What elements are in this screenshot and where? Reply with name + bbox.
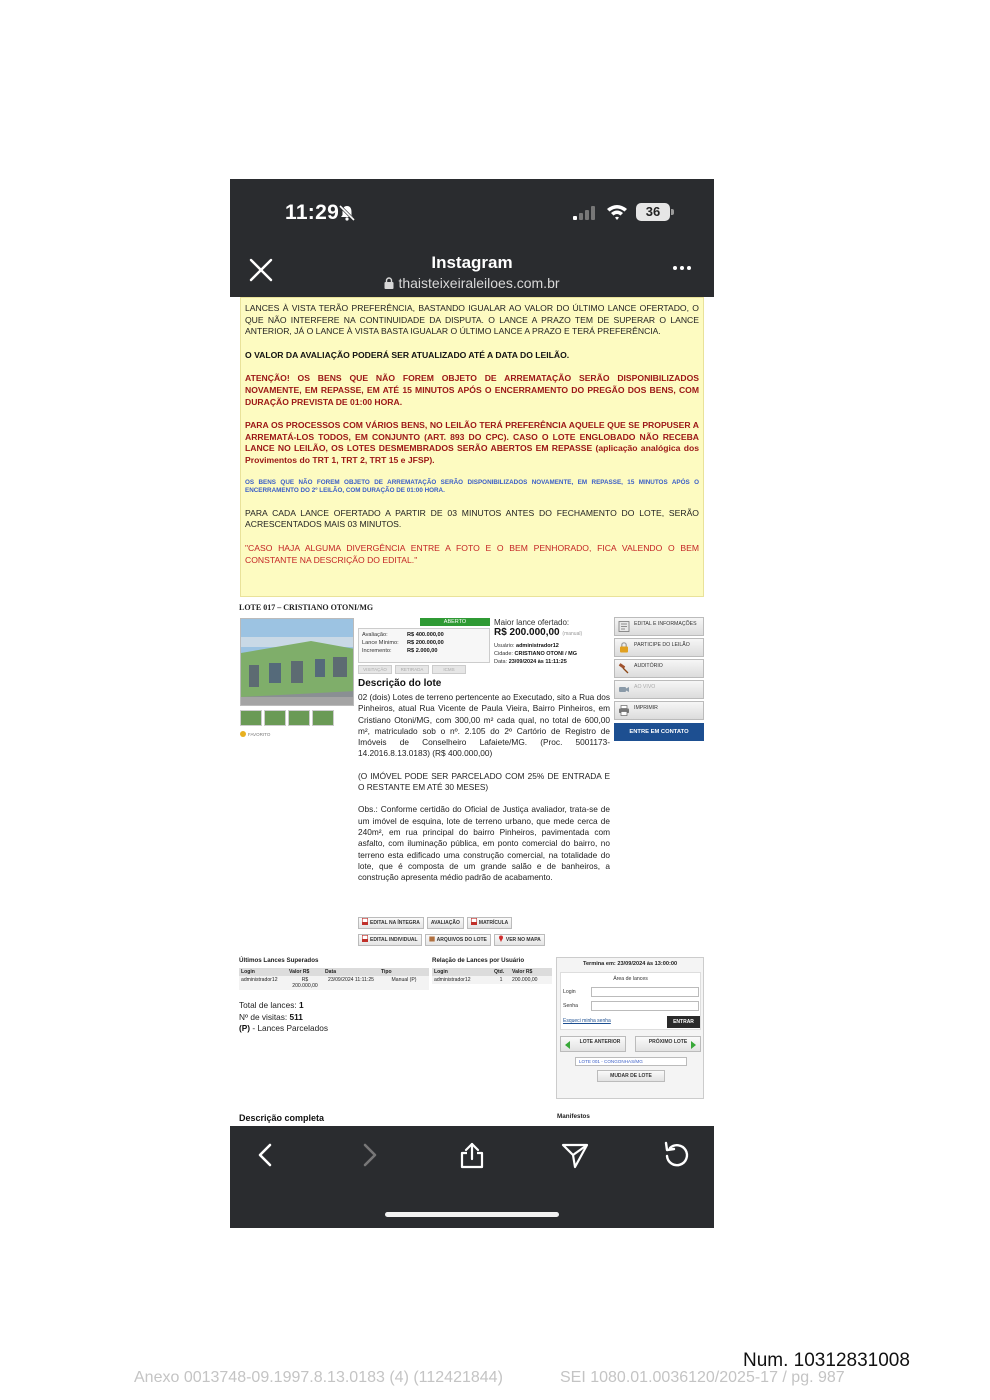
notice-paragraph: OS BENS QUE NÃO FOREM OBJETO DE ARREMATAÇÃO SERÃO DISPONIBILIZADOS NOVAMENTE, EM REPASSE, 15 MINUTOS APÓS O ENCERRAMENTO DO 2º LEILÃO, COM DURAÇÃO DE 01:00 HORA. xyxy=(245,478,699,495)
photo-thumbnails xyxy=(240,710,354,726)
favorite-label: FAVORITO xyxy=(248,732,271,737)
home-indicator xyxy=(385,1212,559,1217)
price-value: R$ 400.000,00 xyxy=(407,632,444,638)
full-description-heading: Descrição completa xyxy=(239,1113,325,1123)
camera-icon xyxy=(618,684,630,695)
bid-date-row xyxy=(494,658,614,666)
table-row xyxy=(432,976,552,984)
price-box xyxy=(358,628,490,663)
price-value: R$ 200.000,00 xyxy=(407,640,444,646)
highest-bid-value xyxy=(494,627,614,638)
more-options-icon[interactable] xyxy=(672,265,692,271)
table-cell: 23/09/2024 11:11:25 xyxy=(323,976,379,990)
notice-paragraph: PARA CADA LANCE OFERTADO A PARTIR DE 03 MINUTOS ANTES DO FECHAMENTO DO LOTE, SERÃO ACRESCENTADOS MAIS 03 MINUTOS. xyxy=(245,507,699,530)
full-edital-button[interactable] xyxy=(358,917,424,929)
share-icon[interactable] xyxy=(457,1140,487,1170)
bid-totals xyxy=(239,1000,328,1035)
table-cell: Manual (P) xyxy=(379,976,429,990)
table-row xyxy=(239,976,429,990)
visits-row xyxy=(239,1012,328,1024)
password-input[interactable] xyxy=(591,1001,699,1011)
bid-city-label: Cidade: xyxy=(494,651,513,657)
notice-paragraph: "CASO HAJA ALGUMA DIVERGÊNCIA ENTRE A FOTO E O BEM PENHORADO, FICA VALENDO O BEM CONSTANTE NA DESCRIÇÃO DO EDITAL." xyxy=(245,542,699,565)
arrow-left-icon xyxy=(565,1041,570,1049)
manifestos-heading: Manifestos xyxy=(557,1113,590,1120)
price-label: Lance Mínimo: xyxy=(362,640,399,646)
contact-button[interactable]: ENTRE EM CONTATO xyxy=(614,723,704,741)
bid-type-tag: (manual) xyxy=(562,631,583,637)
column-header: Login xyxy=(432,968,492,976)
bid-date: 23/09/2024 às 11:11:25 xyxy=(508,659,567,665)
visits-label: Nº de visitas: xyxy=(239,1011,288,1022)
parcel-code: (P) xyxy=(239,1023,251,1033)
lot-description xyxy=(358,678,610,894)
total-bids-value: 1 xyxy=(298,1000,304,1010)
table-cell: R$ 200.000,00 xyxy=(287,976,323,990)
lot-main-photo[interactable] xyxy=(240,618,354,706)
table-cell: administrador12 xyxy=(432,976,492,984)
battery-indicator: 36 xyxy=(636,203,670,221)
arrow-right-icon xyxy=(691,1041,696,1049)
join-auction-button[interactable] xyxy=(614,638,704,657)
photo-thumbnail[interactable] xyxy=(264,710,286,726)
photo-thumbnail[interactable] xyxy=(288,710,310,726)
document-buttons-row xyxy=(358,934,610,946)
column-header: Data xyxy=(323,968,379,976)
lot-files-button[interactable] xyxy=(425,934,491,946)
map-pin-icon xyxy=(498,935,504,942)
live-button[interactable] xyxy=(614,680,704,699)
previous-lot-button[interactable] xyxy=(560,1036,626,1052)
bid-user-label: Usuário: xyxy=(494,643,515,649)
send-icon[interactable] xyxy=(560,1140,590,1170)
visitation-button: VISITAÇÃO xyxy=(358,665,392,674)
forgot-password-link[interactable]: Esqueci minha senha xyxy=(563,1018,611,1024)
lot-select[interactable] xyxy=(575,1057,687,1066)
view-map-button[interactable] xyxy=(494,934,545,946)
lock-icon xyxy=(618,642,630,653)
silent-bell-icon xyxy=(338,204,356,222)
document-buttons-row xyxy=(358,917,610,929)
registration-button[interactable] xyxy=(467,917,512,929)
bid-area-title: Área de lances xyxy=(613,976,648,982)
doc-button-label: MATRÍCULA xyxy=(478,920,509,926)
lot-select-value: LOTE 001 - CONGONHAS/MG xyxy=(579,1059,643,1064)
column-header: Qtd. xyxy=(492,968,510,976)
gavel-icon xyxy=(618,663,630,674)
print-button[interactable] xyxy=(614,701,704,720)
bid-user: administrador12 xyxy=(516,643,559,649)
lot-title: LOTE 017 – CRISTIANO OTONI/MG xyxy=(239,603,374,612)
pdf-icon xyxy=(362,918,368,925)
pdf-icon xyxy=(362,935,368,942)
login-input[interactable] xyxy=(591,987,699,997)
table-cell: 1 xyxy=(492,976,510,984)
browser-title: Instagram xyxy=(431,253,513,272)
wifi-icon xyxy=(606,203,628,221)
bid-user-row xyxy=(494,642,614,650)
browser-url xyxy=(230,275,714,291)
notice-paragraph: O VALOR DA AVALIAÇÃO PODERÁ SER ATUALIZADO ATÉ A DATA DO LEILÃO. xyxy=(245,349,570,360)
favorite-icon xyxy=(240,731,246,737)
user-bids-title: Relação de Lances por Usuário xyxy=(432,957,525,964)
password-label: Senha xyxy=(563,1003,579,1009)
footer-annex: Anexo 0013748-09.1997.8.13.0183 (4) (112421844) xyxy=(134,1369,503,1386)
price-label: Avaliação: xyxy=(362,632,388,638)
forward-icon[interactable] xyxy=(354,1140,384,1170)
reload-icon[interactable] xyxy=(662,1140,692,1170)
price-row xyxy=(362,639,486,647)
side-menu xyxy=(614,617,704,741)
auction-panel xyxy=(556,957,704,1099)
menu-label: EDITAL E INFORMAÇÕES xyxy=(634,621,697,627)
browser-header xyxy=(230,245,714,297)
photo-thumbnail[interactable] xyxy=(312,710,334,726)
total-bids-label: Total de lances: xyxy=(239,1000,297,1010)
enter-button[interactable]: ENTRAR xyxy=(667,1016,700,1028)
description-paragraph: 02 (dois) Lotes de terreno pertencente ao Executado, sito a Rua dos Pinheiros, atual Rua Vicente de Paula Vieira, Bairro Pinheiros, em Cristiano Otoni/MG, com 300,00 m² cada qual, no total de 600,00 m², matriculado sob o nº. 2.105 do 2º Cartório de Registro de Imóveis de Conselheiro Lafaiete/MG. (Proc. 5001173-14.2016.8.13.0183) (R$ 400.000,00) xyxy=(358,692,610,759)
last-bids-table xyxy=(239,968,429,990)
price-value: R$ 2.000,00 xyxy=(407,648,438,654)
change-lot-button[interactable]: MUDAR DE LOTE xyxy=(597,1070,665,1082)
user-bids-table xyxy=(432,968,552,984)
document-buttons xyxy=(358,917,610,951)
bid-info xyxy=(494,618,614,666)
menu-label: PARTICIPE DO LEILÃO xyxy=(634,642,690,648)
last-bids-title: Últimos Lances Superados xyxy=(239,957,319,964)
highest-bid-amount: R$ 200.000,00 xyxy=(494,627,560,638)
total-bids-row xyxy=(239,1000,328,1012)
description-paragraph: (O IMÓVEL PODE SER PARCELADO COM 25% DE ENTRADA E O RESTANTE EM ATÉ 30 MESES) xyxy=(358,770,610,793)
back-icon[interactable] xyxy=(251,1140,281,1170)
auction-end-time: Termina em: 23/09/2024 às 13:00:00 xyxy=(582,961,678,967)
photo-thumbnail[interactable] xyxy=(240,710,262,726)
signal-icon xyxy=(573,206,599,220)
appraisal-button[interactable] xyxy=(427,917,464,929)
login-label: Login xyxy=(563,989,576,995)
visits-value: 511 xyxy=(289,1011,303,1022)
parcel-legend xyxy=(239,1023,328,1035)
column-header: Valor R$ xyxy=(510,968,552,976)
parcel-label: - Lances Parcelados xyxy=(252,1023,329,1033)
document-icon xyxy=(618,621,630,632)
icms-button: ICMS xyxy=(432,665,466,674)
column-header: Tipo xyxy=(379,968,429,976)
web-content xyxy=(230,297,714,1126)
doc-button-label: ARQUIVOS DO LOTE xyxy=(436,937,487,943)
doc-button-label: AVALIAÇÃO xyxy=(430,920,460,926)
doc-button-label: EDITAL NA ÍNTEGRA xyxy=(370,920,420,926)
auditorium-button[interactable] xyxy=(614,659,704,678)
notice-paragraph: LANCES À VISTA TERÃO PREFERÊNCIA, BASTANDO IGUALAR AO VALOR DO ÚLTIMO LANCE OFERTADO, O QUE NÃO INTERFERE NA CONTINUIDADE DA DISPUTA. O LANCE A PRAZO TEM DE SUPERAR O LANCE ANTERIOR, JÁ O LANCE À VISTA BASTA IGUALAR O ÚLTIMO LANCE A PRAZO E TERÁ PREFERÊNCIA. xyxy=(245,303,699,337)
clock: 11:29 xyxy=(285,201,340,224)
highest-bid-label: Maior lance ofertado: xyxy=(494,618,570,627)
edital-info-button[interactable] xyxy=(614,617,704,636)
doc-button-label: VER NO MAPA xyxy=(505,937,541,943)
individual-edital-button[interactable] xyxy=(358,934,422,946)
notice-paragraph: ATENÇÃO! OS BENS QUE NÃO FOREM OBJETO DE ARREMATAÇÃO SERÃO DISPONIBILIZADOS NOVAMENTE, EM REPASSE, EM ATÉ 15 MINUTOS APÓS O ENCERRAMENTO DO PREGÃO DOS BENS, COM DURAÇÃO PREVISTA DE 01:00 HORA. xyxy=(245,373,699,407)
table-cell: 200.000,00 xyxy=(510,976,552,984)
next-lot-label: PRÓXIMO LOTE xyxy=(648,1039,688,1045)
document-number: Num. 10312831008 xyxy=(743,1350,910,1371)
notice-paragraph: PARA OS PROCESSOS COM VÁRIOS BENS, NO LEILÃO TERÁ PREFERÊNCIA AQUELE QUE SE PROPUSER A ARREMATÁ-LOS TODOS, EM CONJUNTO (ART. 893 DO CPC). CASO O LOTE ENGLOBADO NÃO RECEBA LANCE NO LEILÃO, OS LOTES DESMEMBRADOS SERÃO ABERTOS EM REPASSE (aplicação analógica dos Provimentos do TRT 1, TRT 2, TRT 15 e JFSP). xyxy=(245,420,699,465)
footer-sei: SEI 1080.01.0036120/2025-17 / pg. 987 xyxy=(560,1369,845,1386)
price-label: Incremento: xyxy=(362,648,392,654)
table-header-row xyxy=(239,968,429,976)
bid-city-row xyxy=(494,650,614,658)
status-bar xyxy=(230,179,714,245)
lock-icon xyxy=(384,277,394,289)
column-header: Login xyxy=(239,968,287,976)
column-header: Valor R$ xyxy=(287,968,323,976)
bid-city: CRISTIANO OTONI / MG xyxy=(514,651,578,657)
price-row xyxy=(362,631,486,639)
next-lot-button[interactable] xyxy=(635,1036,701,1052)
pdf-icon xyxy=(471,918,477,925)
price-row xyxy=(362,647,486,655)
description-paragraph: Obs.: Conforme certidão do Oficial de Justiça avaliador, trata-se de um imóvel de esquina, lote de terreno urbano, que mede cerca de 240m², em rua principal do bairro Pinheiros, pavimentada com asfalto, com iluminação pública, em ponto comercial do bairro, no terreno esta edificado uma construção comercial, na totalidade do lote, que é composta de um grande salão e de banheiros, a construção apresenta médio padrão de acabamento. xyxy=(358,804,610,883)
doc-button-label: EDITAL INDIVIDUAL xyxy=(370,937,418,943)
favorite-link[interactable] xyxy=(240,731,270,737)
table-cell: administrador12 xyxy=(239,976,287,990)
menu-label: AUDITÓRIO xyxy=(634,663,663,669)
description-title: Descrição do lote xyxy=(358,678,442,689)
url-text: thaisteixeiraleiloes.com.br xyxy=(398,275,560,291)
battery-tip xyxy=(671,209,674,215)
printer-icon xyxy=(618,705,630,716)
folder-icon xyxy=(429,935,435,942)
pickup-button: RETIRADA xyxy=(395,665,429,674)
status-badge: ABERTO xyxy=(420,618,490,626)
previous-lot-label: LOTE ANTERIOR xyxy=(579,1039,621,1045)
table-header-row xyxy=(432,968,552,976)
bid-date-label: Data: xyxy=(494,659,508,665)
notice-box xyxy=(240,297,704,597)
browser-toolbar xyxy=(230,1126,714,1228)
phone-screenshot xyxy=(230,179,714,1228)
menu-label: AO VIVO xyxy=(634,684,656,690)
disabled-buttons xyxy=(358,665,490,675)
menu-label: IMPRIMIR xyxy=(634,705,658,711)
bid-login-area xyxy=(560,972,701,1030)
